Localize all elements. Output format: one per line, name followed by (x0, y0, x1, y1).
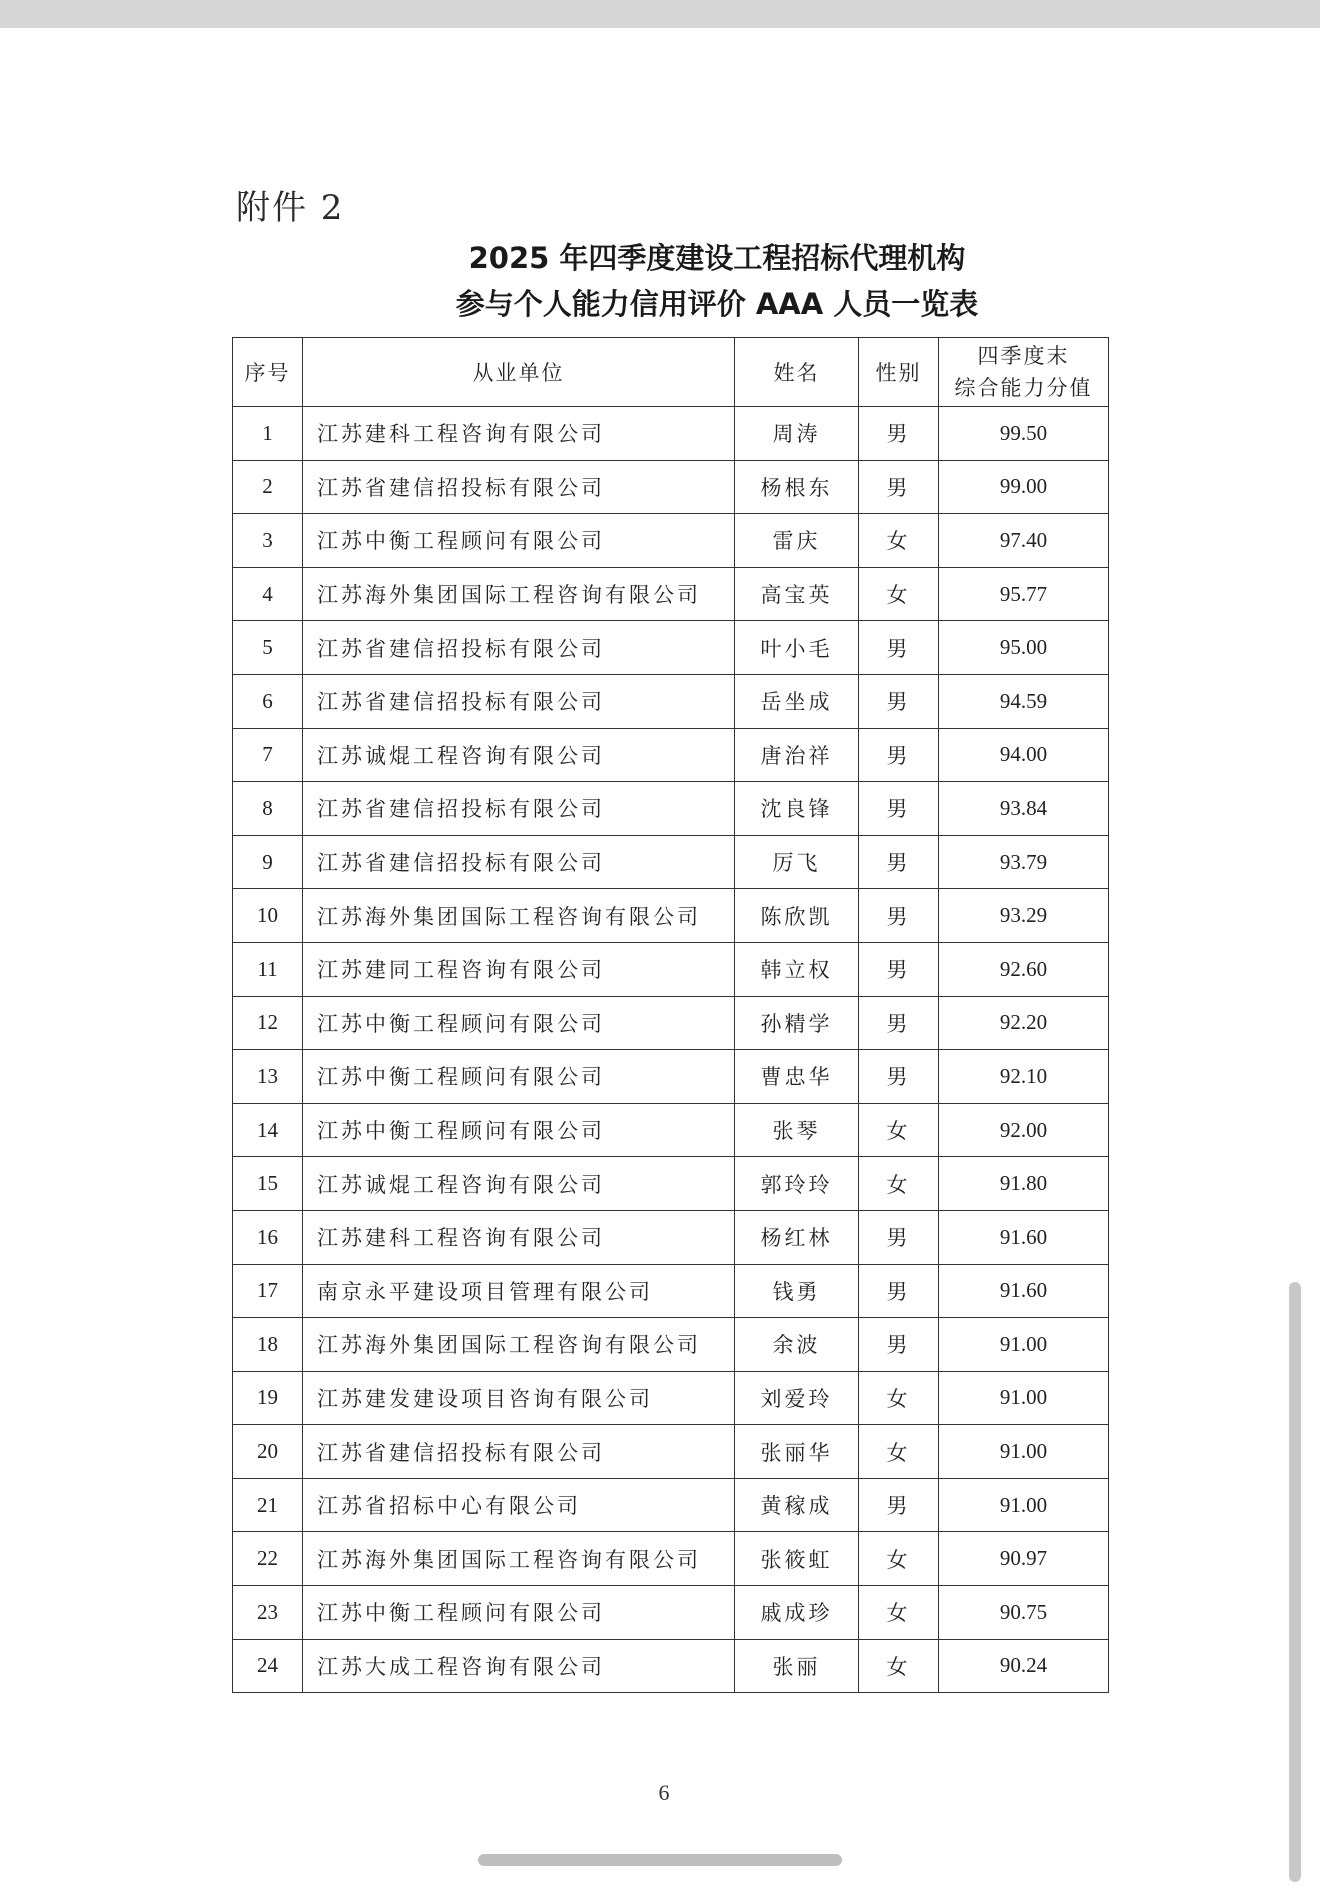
cell-name: 叶小毛 (735, 621, 859, 675)
table-row (233, 621, 1109, 675)
cell-name: 余波 (735, 1318, 859, 1372)
cell-name: 厉飞 (735, 835, 859, 889)
table-row (233, 1264, 1109, 1318)
cell-index: 22 (233, 1532, 303, 1586)
cell-index: 24 (233, 1639, 303, 1693)
vertical-scrollbar[interactable] (1289, 1282, 1301, 1882)
table-body (233, 407, 1109, 1693)
table-row (233, 1157, 1109, 1211)
cell-name: 岳坐成 (735, 674, 859, 728)
cell-unit: 江苏省建信招投标有限公司 (303, 674, 735, 728)
cell-index: 10 (233, 889, 303, 943)
cell-index: 12 (233, 996, 303, 1050)
cell-unit: 江苏海外集团国际工程咨询有限公司 (303, 1532, 735, 1586)
cell-unit: 江苏中衡工程顾问有限公司 (303, 1586, 735, 1640)
cell-unit: 江苏建科工程咨询有限公司 (303, 1210, 735, 1264)
table-row (233, 460, 1109, 514)
cell-name: 张筱虹 (735, 1532, 859, 1586)
cell-gender: 男 (859, 460, 939, 514)
table-row (233, 942, 1109, 996)
cell-unit: 江苏中衡工程顾问有限公司 (303, 514, 735, 568)
cell-score: 95.77 (939, 567, 1109, 621)
cell-score: 99.00 (939, 460, 1109, 514)
cell-index: 18 (233, 1318, 303, 1372)
cell-name: 张琴 (735, 1103, 859, 1157)
table-header-row (233, 338, 1109, 407)
cell-gender: 女 (859, 1425, 939, 1479)
cell-index: 7 (233, 728, 303, 782)
cell-unit: 江苏建同工程咨询有限公司 (303, 942, 735, 996)
header-unit: 从业单位 (303, 338, 735, 407)
cell-index: 4 (233, 567, 303, 621)
cell-score: 95.00 (939, 621, 1109, 675)
cell-gender: 女 (859, 1157, 939, 1211)
cell-name: 钱勇 (735, 1264, 859, 1318)
cell-score: 90.75 (939, 1586, 1109, 1640)
attachment-label: 附件 2 (236, 188, 345, 228)
cell-index: 23 (233, 1586, 303, 1640)
cell-name: 黄稼成 (735, 1478, 859, 1532)
table-row (233, 1371, 1109, 1425)
header-name: 姓名 (735, 338, 859, 407)
cell-unit: 江苏省建信招投标有限公司 (303, 621, 735, 675)
cell-unit: 江苏省建信招投标有限公司 (303, 460, 735, 514)
cell-name: 曹忠华 (735, 1050, 859, 1104)
cell-unit: 江苏海外集团国际工程咨询有限公司 (303, 567, 735, 621)
cell-gender: 男 (859, 1318, 939, 1372)
cell-name: 唐治祥 (735, 728, 859, 782)
page-number: 6 (658, 1780, 670, 1805)
cell-unit: 江苏海外集团国际工程咨询有限公司 (303, 889, 735, 943)
cell-score: 91.00 (939, 1478, 1109, 1532)
cell-gender: 男 (859, 1050, 939, 1104)
home-indicator[interactable] (478, 1854, 842, 1866)
table-row (233, 1210, 1109, 1264)
cell-gender: 男 (859, 782, 939, 836)
cell-index: 16 (233, 1210, 303, 1264)
header-index: 序号 (233, 338, 303, 407)
cell-gender: 男 (859, 835, 939, 889)
cell-name: 韩立权 (735, 942, 859, 996)
cell-score: 92.60 (939, 942, 1109, 996)
table-row (233, 1586, 1109, 1640)
cell-name: 张丽 (735, 1639, 859, 1693)
cell-name: 沈良锋 (735, 782, 859, 836)
cell-score: 94.00 (939, 728, 1109, 782)
cell-score: 92.10 (939, 1050, 1109, 1104)
cell-unit: 江苏诚焜工程咨询有限公司 (303, 1157, 735, 1211)
table-row (233, 514, 1109, 568)
cell-gender: 男 (859, 407, 939, 461)
cell-unit: 江苏中衡工程顾问有限公司 (303, 1050, 735, 1104)
table-row (233, 728, 1109, 782)
cell-gender: 女 (859, 1371, 939, 1425)
cell-unit: 江苏省建信招投标有限公司 (303, 835, 735, 889)
cell-gender: 女 (859, 1103, 939, 1157)
cell-unit: 江苏大成工程咨询有限公司 (303, 1639, 735, 1693)
table-row (233, 1532, 1109, 1586)
cell-unit: 江苏中衡工程顾问有限公司 (303, 996, 735, 1050)
top-status-bar (0, 0, 1320, 28)
cell-score: 97.40 (939, 514, 1109, 568)
cell-score: 91.00 (939, 1318, 1109, 1372)
document-title-line-2: 参与个人能力信用评价 AAA 人员一览表 (455, 287, 979, 321)
cell-score: 93.29 (939, 889, 1109, 943)
cell-unit: 江苏建发建设项目咨询有限公司 (303, 1371, 735, 1425)
cell-unit: 江苏海外集团国际工程咨询有限公司 (303, 1318, 735, 1372)
cell-score: 92.00 (939, 1103, 1109, 1157)
cell-index: 21 (233, 1478, 303, 1532)
table-row (233, 1425, 1109, 1479)
cell-name: 陈欣凯 (735, 889, 859, 943)
table-row (233, 996, 1109, 1050)
cell-name: 刘爱玲 (735, 1371, 859, 1425)
cell-name: 杨根东 (735, 460, 859, 514)
cell-unit: 江苏诚焜工程咨询有限公司 (303, 728, 735, 782)
cell-gender: 男 (859, 1210, 939, 1264)
cell-gender: 男 (859, 728, 939, 782)
table-row (233, 1050, 1109, 1104)
header-score (939, 338, 1109, 407)
header-gender: 性别 (859, 338, 939, 407)
cell-index: 8 (233, 782, 303, 836)
cell-gender: 男 (859, 996, 939, 1050)
cell-gender: 女 (859, 514, 939, 568)
cell-score: 99.50 (939, 407, 1109, 461)
cell-name: 戚成珍 (735, 1586, 859, 1640)
cell-score: 91.00 (939, 1425, 1109, 1479)
table-row (233, 835, 1109, 889)
table-row (233, 674, 1109, 728)
cell-score: 90.97 (939, 1532, 1109, 1586)
table-row (233, 567, 1109, 621)
cell-name: 高宝英 (735, 567, 859, 621)
cell-name: 杨红林 (735, 1210, 859, 1264)
cell-score: 90.24 (939, 1639, 1109, 1693)
table-row (233, 1318, 1109, 1372)
cell-name: 张丽华 (735, 1425, 859, 1479)
cell-index: 9 (233, 835, 303, 889)
cell-name: 郭玲玲 (735, 1157, 859, 1211)
cell-index: 6 (233, 674, 303, 728)
cell-score: 91.80 (939, 1157, 1109, 1211)
table-row (233, 1103, 1109, 1157)
cell-score: 93.84 (939, 782, 1109, 836)
cell-index: 13 (233, 1050, 303, 1104)
table-row (233, 1639, 1109, 1693)
cell-index: 1 (233, 407, 303, 461)
header-score-line1: 四季度末 (977, 344, 1070, 368)
cell-name: 雷庆 (735, 514, 859, 568)
cell-gender: 女 (859, 1639, 939, 1693)
cell-score: 91.60 (939, 1264, 1109, 1318)
cell-gender: 男 (859, 889, 939, 943)
cell-gender: 男 (859, 621, 939, 675)
cell-index: 17 (233, 1264, 303, 1318)
cell-index: 20 (233, 1425, 303, 1479)
cell-unit: 江苏中衡工程顾问有限公司 (303, 1103, 735, 1157)
cell-score: 93.79 (939, 835, 1109, 889)
personnel-table (232, 337, 1109, 1693)
cell-gender: 男 (859, 942, 939, 996)
table-row (233, 407, 1109, 461)
cell-index: 11 (233, 942, 303, 996)
cell-index: 14 (233, 1103, 303, 1157)
cell-unit: 南京永平建设项目管理有限公司 (303, 1264, 735, 1318)
cell-score: 91.60 (939, 1210, 1109, 1264)
cell-unit: 江苏省建信招投标有限公司 (303, 1425, 735, 1479)
cell-index: 5 (233, 621, 303, 675)
cell-gender: 男 (859, 1478, 939, 1532)
table-row (233, 782, 1109, 836)
cell-gender: 女 (859, 567, 939, 621)
cell-gender: 男 (859, 674, 939, 728)
cell-index: 3 (233, 514, 303, 568)
cell-name: 周涛 (735, 407, 859, 461)
cell-name: 孙精学 (735, 996, 859, 1050)
aaa-personnel-table (232, 337, 1108, 1693)
cell-gender: 男 (859, 1264, 939, 1318)
cell-index: 2 (233, 460, 303, 514)
cell-unit: 江苏省建信招投标有限公司 (303, 782, 735, 836)
cell-unit: 江苏建科工程咨询有限公司 (303, 407, 735, 461)
table-row (233, 1478, 1109, 1532)
document-title-line-1: 2025 年四季度建设工程招标代理机构 (468, 241, 966, 275)
cell-index: 15 (233, 1157, 303, 1211)
header-score-line2: 综合能力分值 (954, 376, 1093, 400)
cell-index: 19 (233, 1371, 303, 1425)
cell-unit: 江苏省招标中心有限公司 (303, 1478, 735, 1532)
cell-score: 91.00 (939, 1371, 1109, 1425)
cell-score: 94.59 (939, 674, 1109, 728)
cell-gender: 女 (859, 1586, 939, 1640)
cell-gender: 女 (859, 1532, 939, 1586)
cell-score: 92.20 (939, 996, 1109, 1050)
table-row (233, 889, 1109, 943)
